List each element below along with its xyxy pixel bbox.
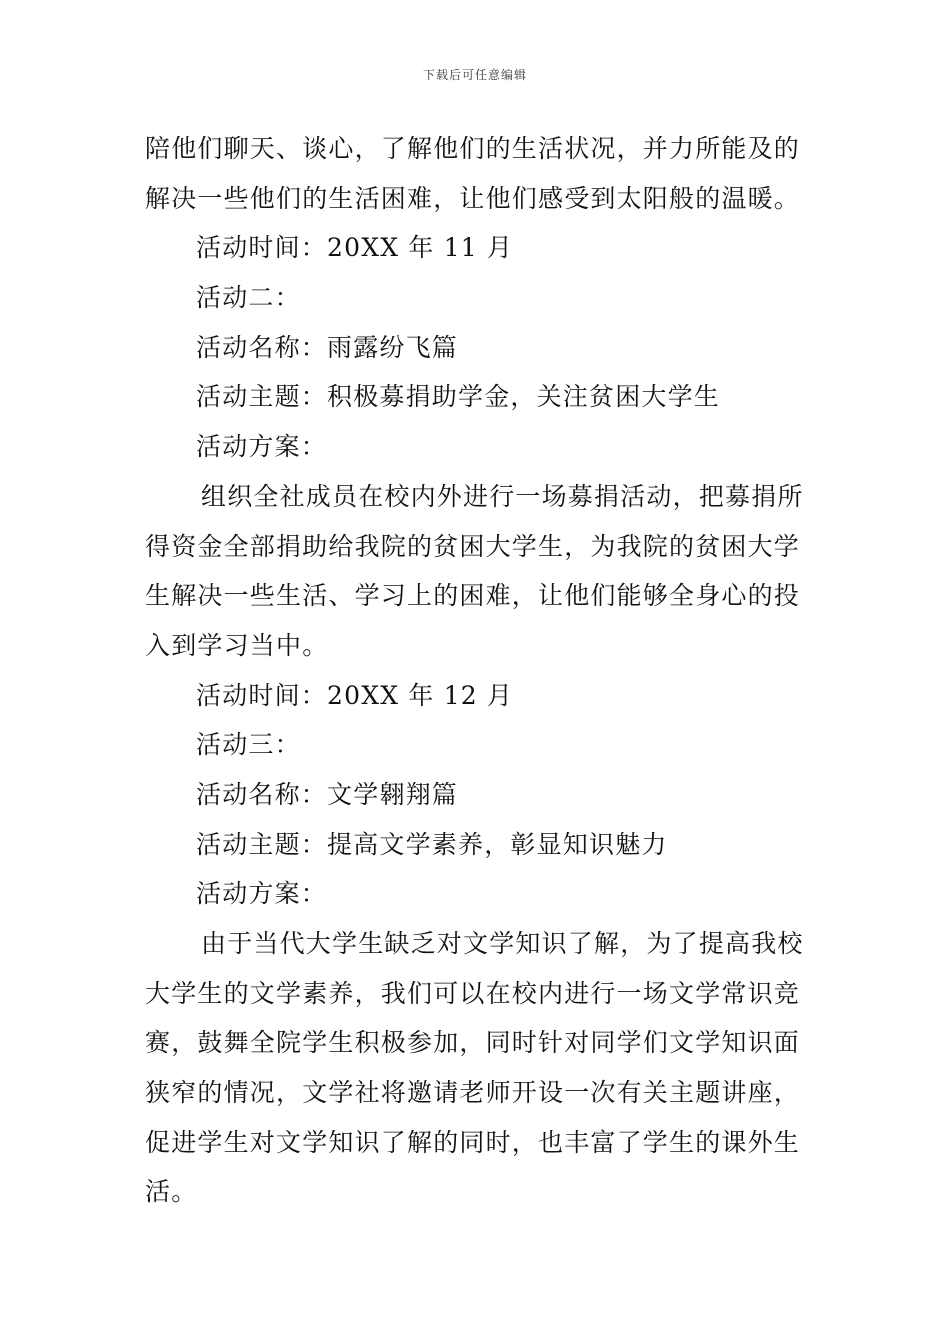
text-line: 得资金全部捐助给我院的贫困大学生，为我院的贫困大学 [145,531,801,561]
text-line: 解决一些他们的生活困难，让他们感受到太阳般的温暖。 [145,183,801,213]
page-header-note: 下载后可任意编辑 [422,68,527,82]
text-line: 狭窄的情况，文学社将邀请老师开设一次有关主题讲座， [145,1078,801,1108]
text-line: 大学生的文学素养，我们可以在校内进行一场文学常识竞 [145,978,801,1008]
activity-plan-label: 活动方案： [196,879,328,909]
text-line: 活。 [145,1177,198,1207]
text-line: 生解决一些生活、学习上的困难，让他们能够全身心的投 [145,581,801,611]
document-body [145,124,810,1217]
text-line: 组织全社成员在校内外进行一场募捐活动，把募捐所 [201,481,804,511]
activity-heading: 活动二： [196,283,301,313]
text-line: 由于当代大学生缺乏对文学知识了解，为了提高我校 [201,929,804,958]
activity-time: 活动时间：20XX 年 11 月 [196,233,514,263]
text-line: 陪他们聊天、谈心，了解他们的生活状况，并力所能及的 [145,134,801,163]
activity-name: 活动名称：雨露纷飞篇 [196,332,459,362]
activity-time: 活动时间：20XX 年 12 月 [196,680,514,710]
text-line: 入到学习当中。 [145,630,329,660]
text-line: 赛，鼓舞全院学生积极参加，同时针对同学们文学知识面 [145,1028,801,1058]
activity-plan-label: 活动方案： [196,432,328,462]
activity-theme: 活动主题：积极募捐助学金，关注贫困大学生 [196,382,721,412]
activity-theme: 活动主题：提高文学素养，彰显知识魅力 [196,829,668,859]
activity-name: 活动名称：文学翱翔篇 [196,779,459,809]
activity-heading: 活动三： [196,730,301,760]
text-line: 促进学生对文学知识了解的同时，也丰富了学生的课外生 [145,1127,801,1157]
